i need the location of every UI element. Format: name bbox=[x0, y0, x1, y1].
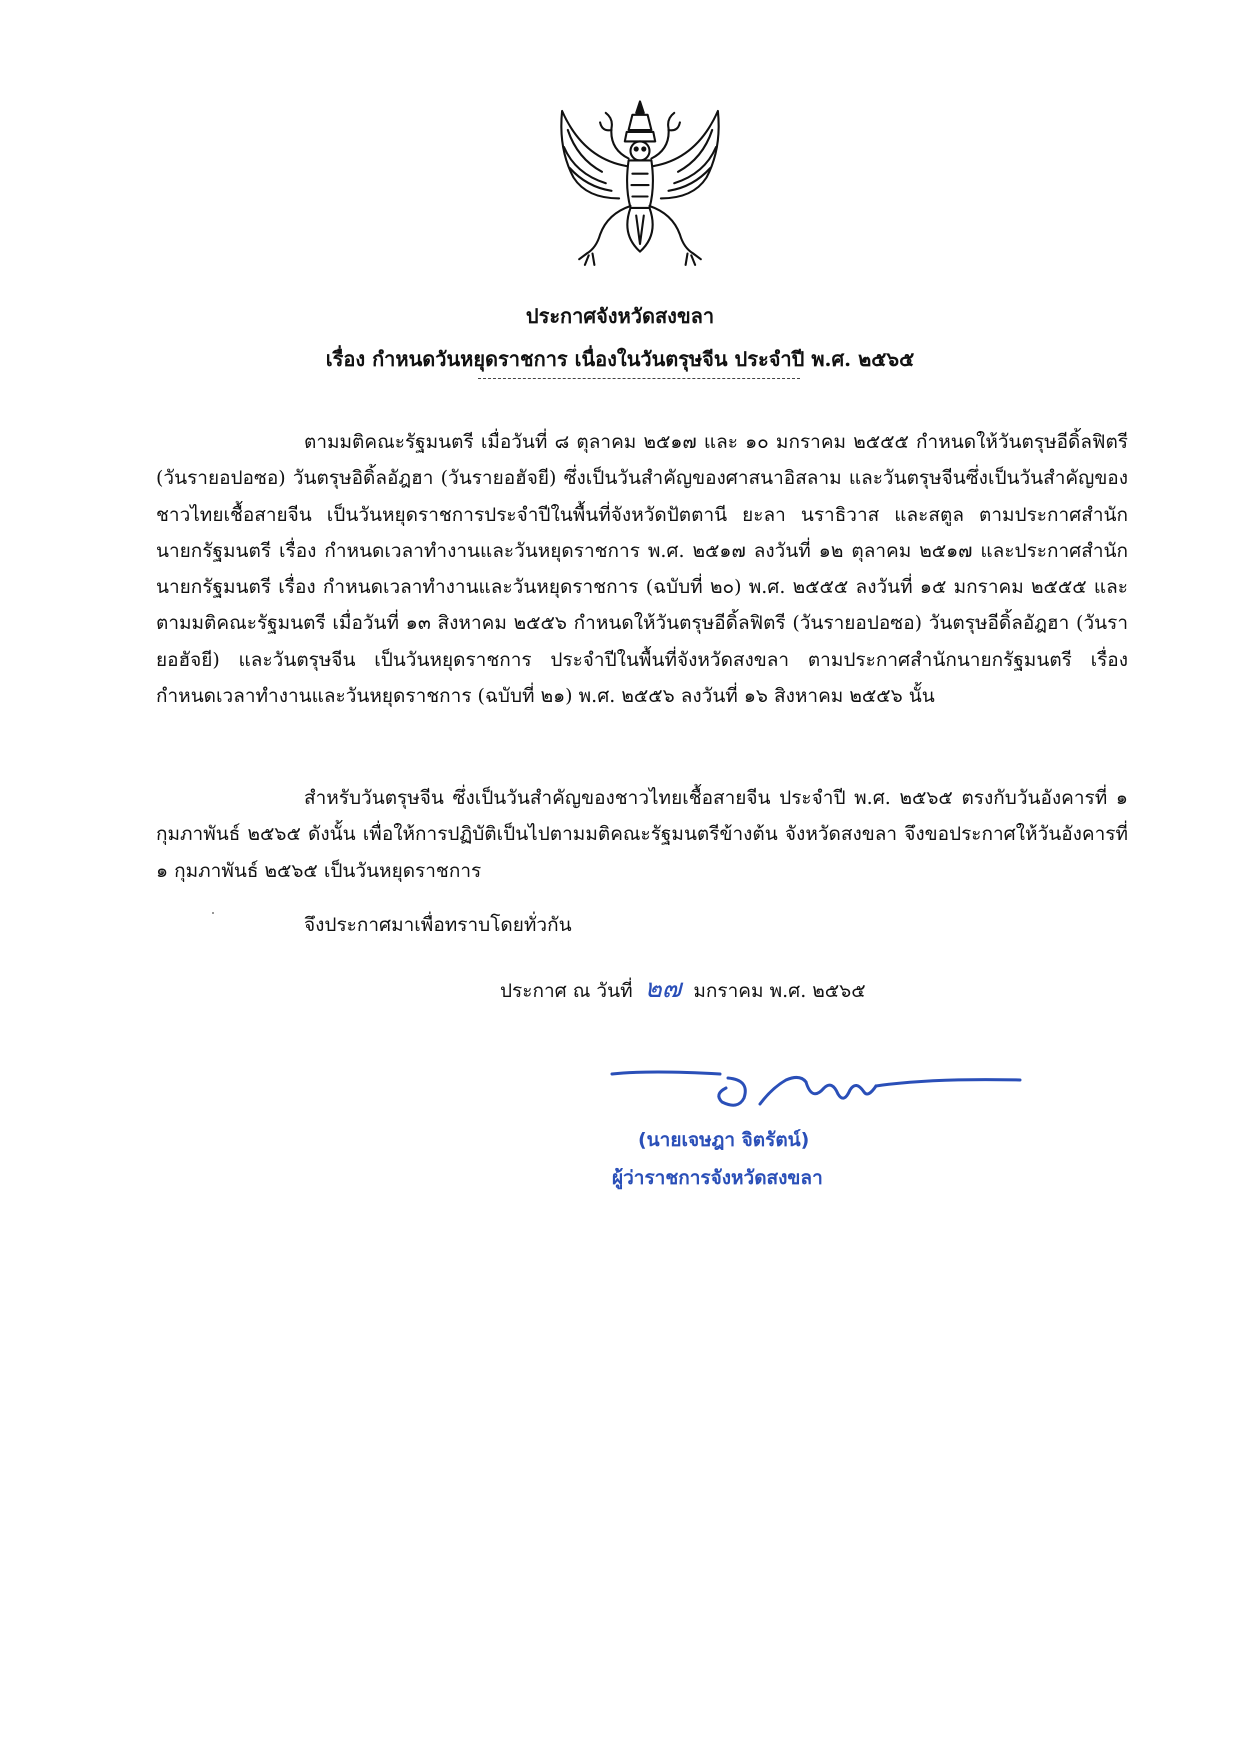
body-paragraph-2: สำหรับวันตรุษจีน ซึ่งเป็นวันสำคัญของชาวไทยเชื้อสายจีน ประจำปี พ.ศ. ๒๕๖๕ ตรงกับวันอังคารที่ ๑ กุมภาพันธ์ ๒๕๖๕ ดังนั้น เพื่อให้การปฏิบัติเป็นไปตามมติคณะรัฐมนตรีข้างต้น จังหวัดสงขลา จึงขอประกาศให้วันอังคารที่ ๑ กุมภาพันธ์ ๒๕๖๕ เป็นวันหยุดราชการ bbox=[156, 787, 1128, 882]
garuda-emblem-icon bbox=[545, 92, 735, 282]
document-title: ประกาศจังหวัดสงขลา bbox=[525, 304, 715, 328]
date-day-handwritten: ๒๗ bbox=[644, 974, 682, 1004]
date-prefix: ประกาศ ณ วันที่ bbox=[500, 980, 633, 1002]
document-subject: เรื่อง กำหนดวันหยุดราชการ เนื่องในวันตรุษจีน ประจำปี พ.ศ. ๒๕๖๕ bbox=[325, 347, 915, 371]
announcement-date bbox=[500, 968, 866, 1009]
title-divider bbox=[478, 378, 800, 379]
signer-name: (นายเจษฎา จิตรัตน์) bbox=[638, 1129, 810, 1151]
scan-speck bbox=[212, 912, 214, 914]
handwritten-signature bbox=[610, 1058, 1030, 1118]
body-paragraph-1: ตามมติคณะรัฐมนตรี เมื่อวันที่ ๘ ตุลาคม ๒๕๑๗ และ ๑๐ มกราคม ๒๕๕๕ กำหนดให้วันตรุษอีดิ้ลฟิตรี (วันรายอปอซอ) วันตรุษอิดิ้ลอัฎฮา (วันรายอฮัจยี) ซึ่งเป็นวันสำคัญของศาสนาอิสลาม และวันตรุษจีนซึ่งเป็นวันสำคัญของชาวไทยเชื้อสายจีน เป็นวันหยุดราชการประจำปีในพื้นที่จังหวัดปัตตานี ยะลา นราธิวาส และสตูล ตามประกาศสำนักนายกรัฐมนตรี เรื่อง กำหนดเวลาทำงานและวันหยุดราชการ พ.ศ. ๒๕๑๗ ลงวันที่ ๑๒ ตุลาคม ๒๕๑๗ และประกาศสำนักนายกรัฐมนตรี เรื่อง กำหนดเวลาทำงานและวันหยุดราชการ (ฉบับที่ ๒๐) พ.ศ. ๒๕๕๕ ลงวันที่ ๑๕ มกราคม ๒๕๕๕ และตามมติคณะรัฐมนตรี เมื่อวันที่ ๑๓ สิงหาคม ๒๕๕๖ กำหนดให้วันตรุษอีดิ้ลฟิตรี (วันรายอปอซอ) วันตรุษอีดิ้ลอัฎฮา (วันรายอฮัจยี) และวันตรุษจีน เป็นวันหยุดราชการ ประจำปีในพื้นที่จังหวัดสงขลา ตามประกาศสำนักนายกรัฐมนตรี เรื่อง กำหนดเวลาทำงานและวันหยุดราชการ (ฉบับที่ ๒๑) พ.ศ. ๒๕๕๖ ลงวันที่ ๑๖ สิงหาคม ๒๕๕๖ นั้น bbox=[156, 431, 1128, 708]
date-suffix: มกราคม พ.ศ. ๒๕๖๕ bbox=[693, 980, 866, 1002]
closing-statement: จึงประกาศมาเพื่อทราบโดยทั่วกัน bbox=[304, 914, 572, 936]
signer-position: ผู้ว่าราชการจังหวัดสงขลา bbox=[612, 1167, 823, 1189]
